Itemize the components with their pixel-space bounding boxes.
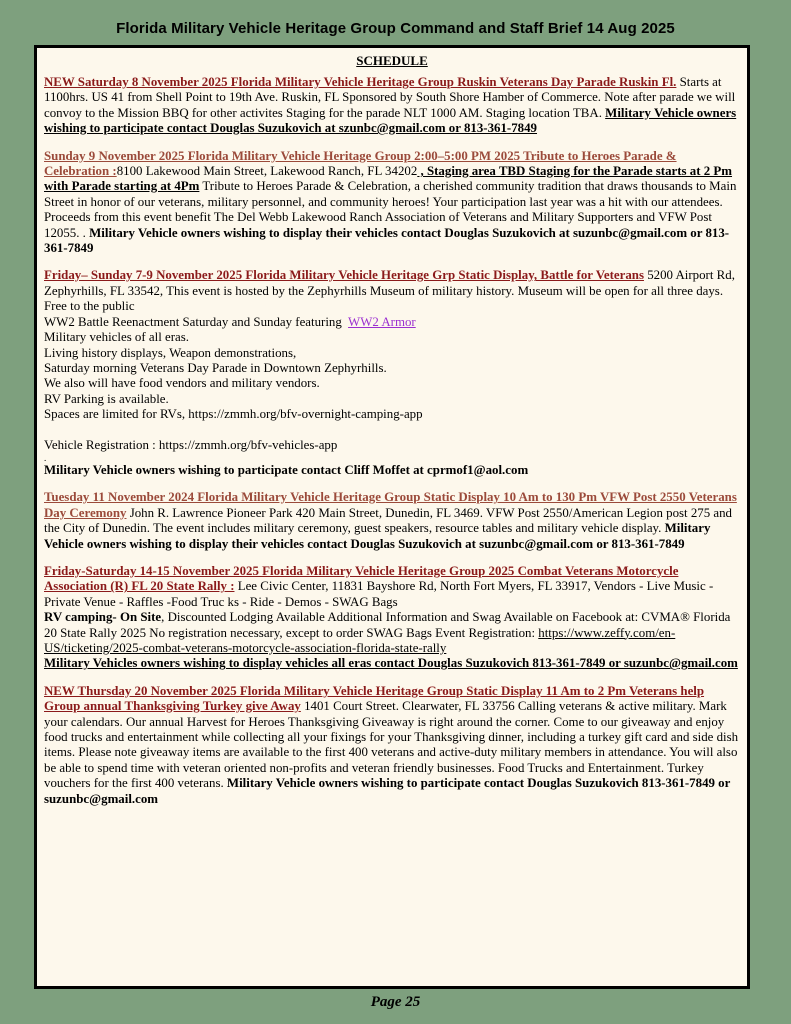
event-intro: 5200 Airport Rd, Zephyrhills, FL 33542, This event is hosted by the Zephyrhills Museum of military history. Museum will be open for all three days. xyxy=(44,268,735,298)
event-tribute-to-heroes xyxy=(44,149,740,257)
event-line: Military vehicles of all eras. xyxy=(44,330,189,345)
event-body: Lee Civic Center, 11831 Bayshore Rd, North Fort Myers, FL 33917, Vendors - Live Music - Private Venue - Raffles -Food Truc ks - Ride - Demos - SWAG Bags xyxy=(44,579,714,609)
event-dunedin-veterans-day xyxy=(44,490,740,552)
event-body: Starts at 1100hrs. US 41 from Shell Point to 19th Ave. Ruskin, FL Sponsored by South Shore Hamber of Commerce. Note after parade we will convoy to the Mission BBQ for other activites Staging for the parade NLT 1000 AM. Staging location TBA. xyxy=(44,75,736,120)
event-title: Friday– Sunday 7-9 November 2025 Florida Military Vehicle Heritage Grp Static Display, Battle for Veterans xyxy=(44,268,644,283)
event-line: RV Parking is available. xyxy=(44,391,169,406)
event-contact: Military Vehicle owners wishing to participate contact Douglas Suzukovich at szunbc@gmail.com or 813-361-7849 xyxy=(44,105,737,136)
event-line: Spaces are limited for RVs, https://zmmh.org/bfv-overnight-camping-app xyxy=(44,407,423,422)
event-contact: Military Vehicle owners wishing to display their vehicles contact Douglas Suzukovich at suzunbc@gmail.com or 813-361-7849 xyxy=(44,521,711,551)
event-spacer xyxy=(44,423,740,438)
event-contact: Military Vehicle owners wishing to display their vehicles contact Douglas Suzukovich at suzunbc@gmail.com or 813-361-7849 xyxy=(44,225,730,256)
vehicle-registration: Vehicle Registration : https://zmmh.org/bfv-vehicles-app xyxy=(44,437,338,452)
event-line-text: WW2 Battle Reenactment Saturday and Sunday featuring xyxy=(44,314,342,329)
event-title: NEW Saturday 8 November 2025 Florida Military Vehicle Heritage Group Ruskin Veterans Day Parade Ruskin Fl. xyxy=(44,75,677,89)
event-cvma-rally xyxy=(44,564,740,672)
schedule-panel xyxy=(34,45,750,989)
event-title: Tuesday 11 November 2024 Florida Military Vehicle Heritage Group Static Display 10 Am to 130 Pm VFW Post 2550 Veterans Day Ceremony xyxy=(44,490,737,520)
event-address: 8100 Lakewood Main Street, Lakewood Ranch, FL 34202 xyxy=(116,164,418,179)
event-staging: , Staging area TBD Staging for the Parade starts at 2 Pm with Parade starting at 4Pm xyxy=(44,164,733,194)
ww2-armor-link[interactable]: WW2 Armor xyxy=(348,314,416,329)
event-line: Free to the public xyxy=(44,299,135,314)
registration-link[interactable]: https://www.zeffy.com/en-US/ticketing/2025-combat-veterans-motorcycle-association-florida-state-rally xyxy=(44,625,676,655)
event-title: Sunday 9 November 2025 Florida Military Vehicle Heritage Group 2:00–5:00 PM 2025 Tribute to Heroes Parade & Celebration : xyxy=(44,148,677,179)
event-contact: Military Vehicle owners wishing to participate contact Douglas Suzukovich 813-361-7849 or suzunbc@gmail.com xyxy=(44,776,731,806)
event-line: We also will have food vendors and military vendors. xyxy=(44,376,320,391)
event-line: Saturday morning Veterans Day Parade in Downtown Zephyrhills. xyxy=(44,360,387,375)
event-body: 1401 Court Street. Clearwater, FL 33756 Calling veterans & active military. Mark your calendars. Our annual Harvest for Heroes Thanksgiving Giveaway is right around the corner. Come to our giveaway and enjoy food trucks and entertainment while collecting all your fixings for your Thanksgiving dinner, including a turkey gift card and side dish items. Please note giveaway items are available to the first 400 veterans and active-duty military members in attendance. You will also be able to spend time with veteran oriented non-profits and veteran friendly businesses. Food Trucks and Entertainment. Turkey vouchers for the first 400 veterans. xyxy=(44,699,739,791)
event-line-reenactment xyxy=(44,315,740,330)
event-ruskin-parade xyxy=(44,75,740,137)
rv-camping: RV camping- On Site xyxy=(44,610,162,625)
event-body: Tribute to Heroes Parade & Celebration, a cherished community tradition that draws thousands to Main Street in honor of our veterans, military personnel, and community heroes! Your participation last year was a hit with our attendees. Proceeds from this event benefit The Del Webb Lakewood Ranch Association of Veterans and Military Supporters and VFW Post 12055. . xyxy=(44,179,737,240)
event-body: John R. Lawrence Pioneer Park 420 Main Street, Dunedin, FL 3469. VFW Post 2550/American Legion post 275 and the City of Dunedin. The event includes military ceremony, guest speakers, resource tables and military vehicle display. xyxy=(44,505,733,536)
event-title: Friday-Saturday 14-15 November 2025 Florida Military Vehicle Heritage Group 2025 Combat Veterans Motorcycle Association (R) FL 20 State Rally : xyxy=(44,563,679,594)
page-number: Page 25 xyxy=(370,994,421,1010)
event-line: Living history displays, Weapon demonstrations, xyxy=(44,345,297,360)
event-dot: . xyxy=(44,452,47,463)
event-battle-for-veterans xyxy=(44,268,740,478)
event-contact: Military Vehicle owners wishing to participate contact Cliff Moffet at cprmof1@aol.com xyxy=(44,462,529,477)
page-header: Florida Military Vehicle Heritage Group Command and Staff Brief 14 Aug 2025 xyxy=(116,20,675,37)
event-thanksgiving-giveaway xyxy=(44,684,740,807)
event-body-2: , Discounted Lodging Available Additional Information and Swag Available on Facebook at: CVMA® Florida 20 State Rally 2025 No registration necessary, except to order SWAG Bags Event Registration: xyxy=(44,610,731,640)
event-contact: Military Vehicles owners wishing to display vehicles all eras contact Douglas Suzukovich 813-361-7849 or suzunbc@gmail.com xyxy=(44,656,738,671)
schedule-title: SCHEDULE xyxy=(356,53,428,68)
event-title: NEW Thursday 20 November 2025 Florida Military Vehicle Heritage Group Static Display 11 Am to 2 Pm Veterans help Group annual Thanksgiving Turkey give Away xyxy=(44,683,705,714)
